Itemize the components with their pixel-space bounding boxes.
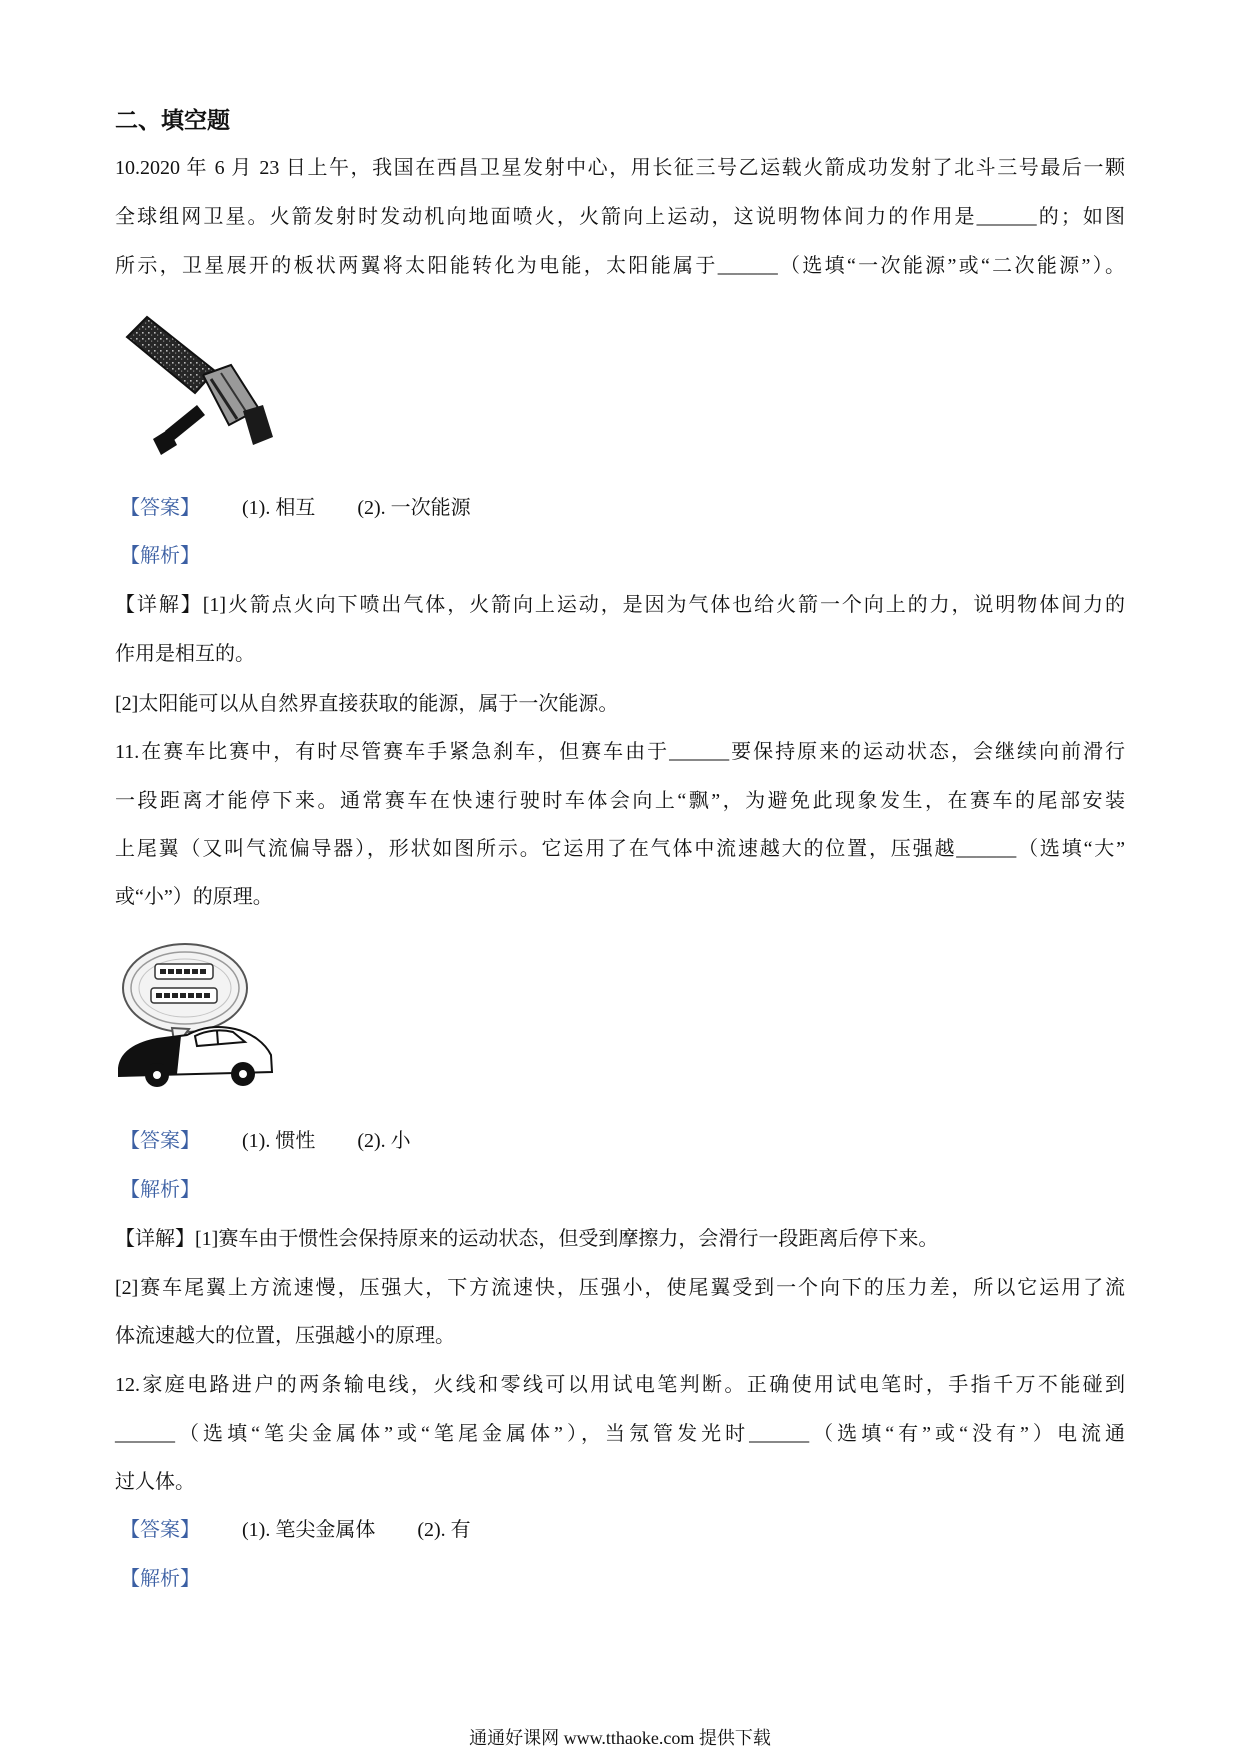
question-11-stem-line: 一段距离才能停下来。通常赛车在快速行驶时车体会向上“飘”，为避免此现象发生，在赛车的尾部安装 [115, 790, 1125, 812]
detail-line: [2]太阳能可以从自然界直接获取的能源，属于一次能源。 [115, 693, 619, 715]
question-10-stem-line: 10.2020 年 6 月 23 日上午，我国在西昌卫星发射中心，用长征三号乙运载火箭成功发射了北斗三号最后一颗 [115, 157, 1125, 179]
answer-item: (2). 一次能源 [357, 497, 471, 519]
solar-panel [127, 317, 215, 393]
question-11-stem-line: 上尾翼（又叫气流偏导器），形状如图所示。它运用了在气体中流速越大的位置，压强越______（选填“大” [115, 838, 1125, 860]
answer-item: (1). 相互 [242, 497, 316, 519]
analysis-label: 【解析】 [120, 1568, 200, 1590]
answer-label: 【答案】 [120, 1130, 200, 1152]
answer-item: (1). 笔尖金属体 [242, 1519, 376, 1541]
answer-item: (2). 有 [417, 1519, 471, 1541]
detail-line: 【详解】[1]火箭点火向下喷出气体，火箭向上运动，是因为气体也给火箭一个向上的力，说明物体间力的 [115, 594, 1125, 616]
answer-item: (2). 小 [357, 1130, 411, 1152]
page-footer: 通通好课网 www.tthaoke.com 提供下载 [469, 1728, 771, 1748]
answer-row [120, 493, 471, 523]
question-12-stem-line: 12.家庭电路进户的两条输电线，火线和零线可以用试电笔判断。正确使用试电笔时，手指千万不能碰到 [115, 1374, 1125, 1396]
detail-line: [2]赛车尾翼上方流速慢，压强大，下方流速快，压强小，使尾翼受到一个向下的压力差，所以它运用了流 [115, 1277, 1125, 1299]
question-11-stem-line: 11.在赛车比赛中，有时尽管赛车手紧急刹车，但赛车由于______要保持原来的运动状态，会继续向前滑行 [115, 741, 1125, 763]
satellite-figure [123, 313, 288, 458]
question-10-stem-line: 全球组网卫星。火箭发射时发动机向地面喷火，火箭向上运动，这说明物体间力的作用是______的；如图 [115, 206, 1125, 228]
answer-item: (1). 惯性 [242, 1130, 316, 1152]
satellite-block [243, 405, 273, 445]
section-title: 二、填空题 [115, 108, 230, 133]
race-car-figure [117, 938, 274, 1092]
answer-label: 【答案】 [120, 1519, 200, 1541]
detail-line: 【详解】[1]赛车由于惯性会保持原来的运动状态，但受到摩擦力，会滑行一段距离后停下来。 [115, 1228, 939, 1250]
detail-line: 体流速越大的位置，压强越小的原理。 [115, 1325, 455, 1347]
question-10-stem-line: 所示，卫星展开的板状两翼将太阳能转化为电能，太阳能属于______（选填“一次能源”或“二次能源”）。 [115, 255, 1125, 277]
answer-row [120, 1515, 471, 1545]
detail-line: 作用是相互的。 [115, 643, 255, 665]
question-12-stem-line: ______（选填“笔尖金属体”或“笔尾金属体”），当氖管发光时______（选填“有”或“没有”）电流通 [115, 1423, 1125, 1445]
question-11-stem-line: 或“小”）的原理。 [115, 886, 273, 908]
analysis-label: 【解析】 [120, 545, 200, 567]
question-12-stem-line: 过人体。 [115, 1471, 195, 1493]
answer-row [120, 1126, 411, 1156]
analysis-label: 【解析】 [120, 1179, 200, 1201]
answer-label: 【答案】 [120, 497, 200, 519]
